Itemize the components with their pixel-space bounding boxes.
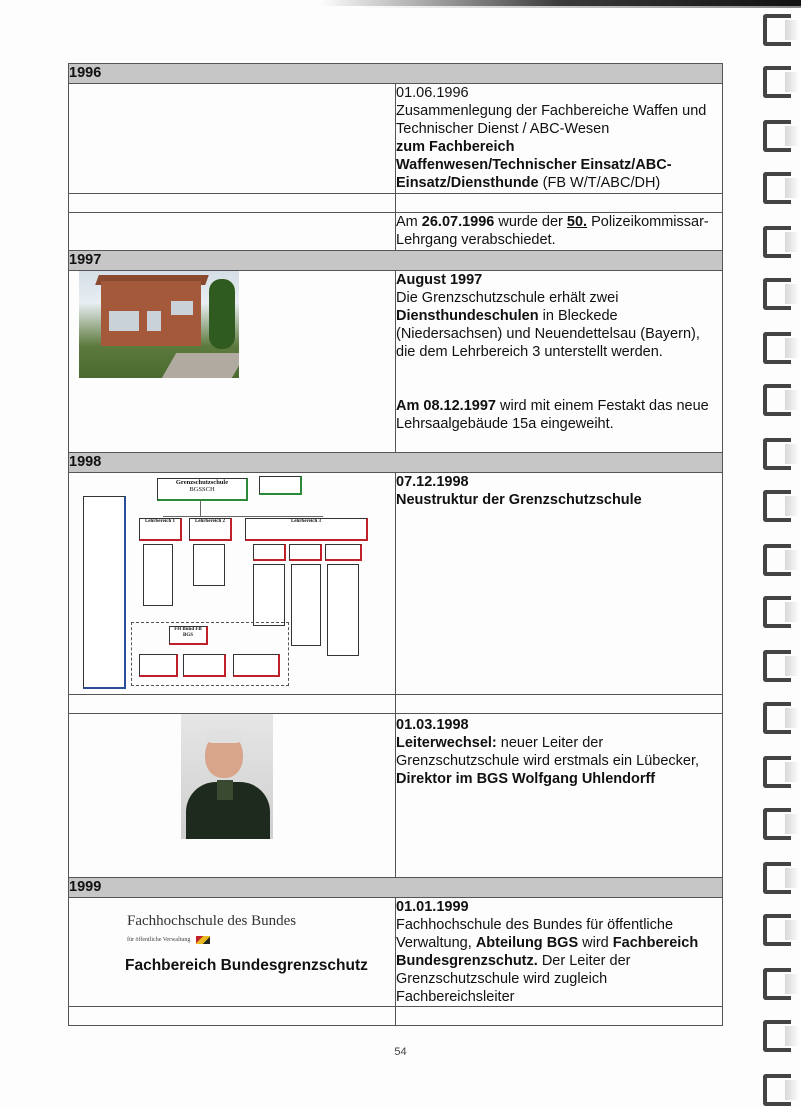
entry-date: 07.12.1998 [396,474,469,490]
entry-cell [396,898,723,1007]
scan-top-edge-shade [0,6,801,8]
binder-ring [763,702,791,734]
entry-bold-part: Diensthundeschulen [396,308,539,324]
photo-hair [206,729,242,743]
year-row-1996 [69,64,723,84]
entry-label: Leiterwechsel: [396,735,497,751]
binder-ring [763,172,791,204]
photo-window [109,311,139,331]
entry-text-part: Die Grenzschutzschule erhält zwei [396,290,619,306]
entry-text-part: Fachhochschule des Bundes für öffentliche Verwaltung, [396,917,674,951]
org-box [291,564,321,646]
fh-logo-subtitle [127,931,395,949]
binder-spine [753,0,801,1100]
building-photo [79,271,239,378]
fh-logo-title: Fachhochschule des Bundes [127,913,297,929]
binder-ring [763,120,791,152]
page-number: 54 [394,1046,407,1058]
entry-text-part: Zusammenlegung der Fachbereiche Waffen und Technischer Dienst / ABC-Wesen [396,103,707,137]
entry-row [69,714,723,878]
image-cell [69,271,396,453]
entry-row [69,271,723,453]
binder-ring [763,596,791,628]
binder-ring [763,756,791,788]
org-main-label: Grenzschutzschule [175,479,229,486]
spacer-cell [396,1007,723,1026]
year-row-1997 [69,251,723,271]
entry-date: 01.01.1999 [396,899,469,915]
entry-text [396,289,722,361]
entry-date: 26.07.1996 [421,214,495,230]
entry-text-part: neuer Leiter der Grenzschutzschule wird erstmals ein Lübecker, [396,735,700,769]
entry-bold-part: Fachbereich Bundesgrenzschutz. [396,935,699,969]
image-cell-empty [69,213,396,251]
entry-row [69,473,723,695]
entry-text-part: wurde der [494,214,567,230]
org-box-lb1 [139,518,182,541]
binder-ring [763,808,791,840]
binder-ring [763,226,791,258]
entry-date: Am 08.12.1997 [396,398,496,414]
entry-bold-part: Waffenwesen/Technischer Einsatz/ABC-Einsatz/Diensthunde [396,157,672,191]
year-heading: 1996 [69,64,723,84]
org-box [327,564,359,656]
entry-row [69,213,723,251]
org-box [139,654,178,677]
entry-row [69,898,723,1007]
org-box [253,564,285,626]
entry-bold-part: zum Fachbereich [396,139,515,155]
flag-mark-icon [196,936,210,944]
image-cell [69,473,396,695]
org-box [253,544,286,561]
entry-cell [396,84,723,194]
binder-ring [763,914,791,946]
entry-bold-part: Abteilung BGS [475,935,579,951]
entry-text-part: (FB W/T/ABC/DH) [538,175,661,191]
org-box [143,544,173,606]
fh-logo [69,898,395,975]
entry-text-part: in Bleckede (Niedersachsen) und Neuendettelsau (Bayern), die dem Lehrbereich 3 unterstellt werden. [396,308,700,360]
org-column-left [83,496,126,689]
binder-ring [763,968,791,1000]
spacer-cell [396,695,723,714]
entry-text [396,102,722,192]
org-label: FH Bund FB BGS [174,627,202,638]
binder-ring [763,650,791,682]
entry-text [396,397,722,433]
photo-path [162,353,239,378]
entry-cell [396,473,723,695]
spacer-row [69,1007,723,1026]
entry-date: 01.06.1996 [396,85,469,101]
entry-cell [396,714,723,878]
binder-ring [763,278,791,310]
year-row-1999 [69,878,723,898]
org-box [325,544,362,561]
binder-ring [763,490,791,522]
photo-window [147,311,161,331]
org-label: Lehrbereich 1 [144,519,176,524]
spacer-cell [396,194,723,213]
org-box-lb3 [245,518,368,541]
entry-title: Neustruktur der Grenzschutzschule [396,492,642,508]
binder-ring [763,384,791,416]
entry-text-part: Am [396,214,422,230]
org-box [259,476,302,495]
org-box-lb2 [189,518,232,541]
org-box-fhbund [169,626,208,645]
image-cell [69,714,396,878]
entry-text-part: Der Leiter der Grenzschutzschule wird zugleich Fachbereichsleiter [396,953,631,1005]
fh-logo-department: Fachbereich Bundesgrenzschutz [125,957,368,974]
entry-row [69,84,723,194]
entry-text [396,734,722,770]
year-heading: 1998 [69,453,723,473]
entry-text-part: Polizeikommissar-Lehrgang verabschiedet. [396,214,709,248]
spacer-row [69,695,723,714]
binder-ring [763,862,791,894]
year-heading: 1997 [69,251,723,271]
org-line [163,516,323,517]
spacer-cell [69,1007,396,1026]
entry-date: August 1997 [396,272,483,288]
binder-ring [763,14,791,46]
fh-logo-subtitle-text: für öffentliche Verwaltung [127,937,191,943]
org-box [193,544,225,586]
binder-ring [763,544,791,576]
org-box-main [157,478,248,501]
org-box [289,544,322,561]
photo-window [171,301,193,315]
binder-ring [763,438,791,470]
entry-text-part: wird mit einem Festakt das neue Lehrsaalgebäude 15a eingeweiht. [396,398,709,432]
chronicle-table [68,63,723,1026]
org-box [183,654,226,677]
binder-ring [763,332,791,364]
org-line [200,500,201,516]
entry-number: 50. [566,214,588,230]
portrait-photo [181,714,273,839]
binder-ring [763,1074,791,1106]
org-box [233,654,280,677]
org-chart [83,476,383,686]
photo-collar [217,780,233,800]
entry-text [396,916,722,1006]
org-label: Lehrbereich 2 [194,519,226,524]
entry-text-part: wird [578,935,613,951]
image-cell [69,898,396,1007]
org-main-abbr: BGSSCH [189,486,215,493]
year-row-1998 [69,453,723,473]
year-heading: 1999 [69,878,723,898]
entry-date: 01.03.1998 [396,717,469,733]
entry-bold-line: Direktor im BGS Wolfgang Uhlendorff [396,771,656,787]
spacer-cell [69,695,396,714]
org-label: Lehrbereich 3 [290,519,322,524]
entry-cell [396,213,723,251]
photo-tree [209,279,235,349]
image-cell-empty [69,84,396,194]
spacer-cell [69,194,396,213]
binder-ring [763,66,791,98]
entry-cell [396,271,723,453]
spacer-row [69,194,723,213]
